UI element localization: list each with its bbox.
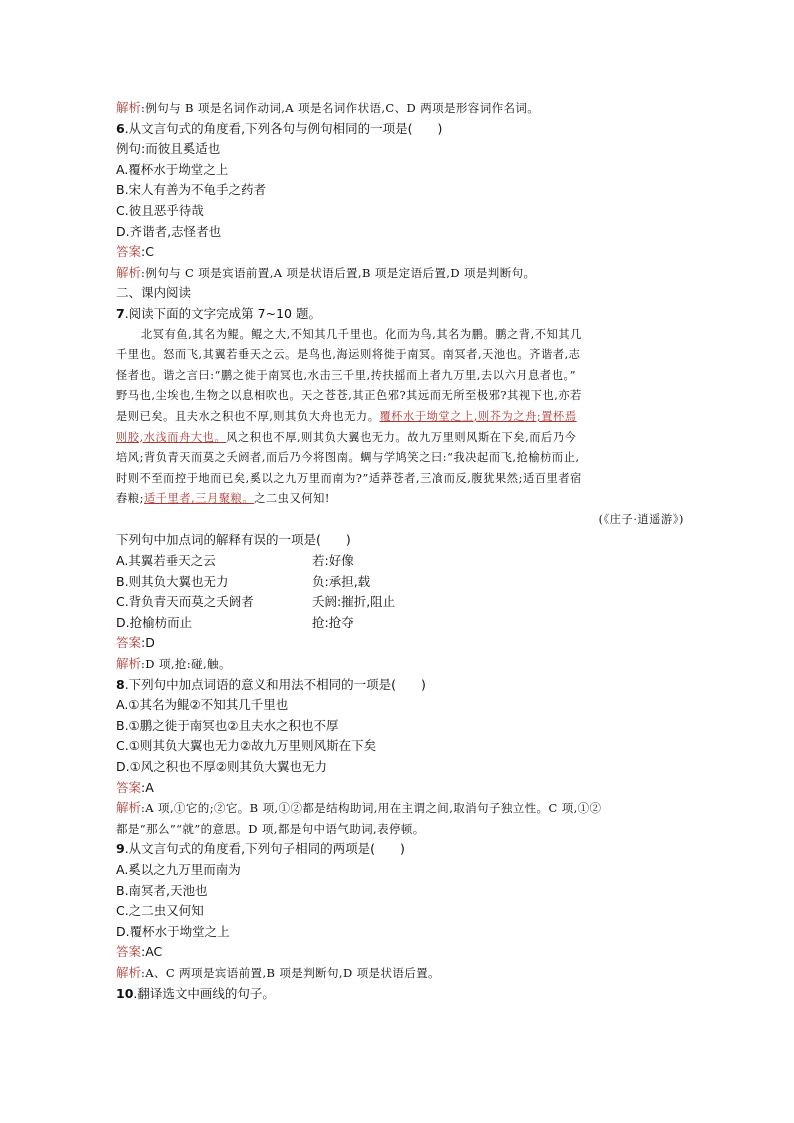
option-sentence: D.抢榆枋而止	[116, 614, 193, 630]
passage-text: 是则已矣。且夫水之积也不厚,则其负大舟也无力。	[116, 409, 380, 423]
question-number: 7	[116, 305, 125, 321]
answer-text: :A	[141, 779, 154, 795]
option-sentence: A.其翼若垂天之云	[116, 553, 216, 569]
q6-option-d: D.齐谐者,志怪者也	[116, 223, 222, 239]
q8-option-b: B.①鹏之徙于南冥也②且夫水之积也不厚	[116, 717, 339, 733]
question-stem: .翻译选文中画线的句子。	[133, 985, 275, 1001]
answer-label: 答案	[116, 635, 142, 651]
q9-stem	[116, 839, 686, 860]
question-number: 9	[116, 841, 125, 857]
answer-text: :C	[141, 244, 154, 260]
passage-line	[116, 407, 686, 428]
question-number: 10	[116, 985, 134, 1001]
q8-option-c: C.①则其负大翼也无力②故九万里则风斯在下矣	[116, 738, 377, 754]
option-meaning: 夭阏:摧折,阻止	[312, 594, 396, 610]
q6-option-a: A.覆杯水于坳堂之上	[116, 161, 229, 177]
question-stem: .阅读下面的文字完成第 7~10 题。	[124, 305, 321, 321]
question-stem: .下列句中加点词语的意义和用法不相同的一项是( )	[124, 676, 426, 692]
q6-stem	[116, 119, 686, 140]
analysis-text: :A 项,①它的;②它。B 项,①②都是结构助词,用在主谓之间,取消句子独立性。C 项,①②	[141, 801, 602, 816]
underlined-sentence: 覆杯水于坳堂之上,则芥为之舟;置杯焉	[379, 409, 577, 423]
passage-text: 风之积也不厚,则其负大翼也无力。故九万里则风斯在下矣,而后乃今	[226, 430, 577, 444]
analysis-label: 解析	[116, 964, 142, 980]
q9-option-a: A.奚以之九万里而南为	[116, 861, 241, 877]
q7-answer	[116, 633, 686, 654]
q9-analysis	[116, 963, 686, 984]
answer-text: :D	[141, 635, 155, 651]
q6-option-b: B.宋人有善为不龟手之药者	[116, 182, 267, 198]
underlined-sentence: 则胶,水浅而舟大也。	[116, 430, 227, 444]
q8-answer	[116, 778, 686, 799]
passage-line: 北冥有鱼,其名为鲲。鲲之大,不知其几千里也。化而为鸟,其名为鹏。鹏之背,不知其几	[141, 327, 582, 341]
option-meaning: 抢:抢夺	[312, 614, 354, 630]
analysis-text: :A、C 两项是宾语前置,B 项是判断句,D 项是状语后置。	[141, 965, 440, 980]
passage-line: 时则不至而控于地而已矣,奚以之九万里而南为?”适莽苍者,三飡而反,腹犹果然;适百里者宿	[116, 471, 582, 485]
q10-stem	[116, 984, 686, 1005]
underlined-sentence: 适千里者,三月聚粮。	[143, 492, 255, 506]
q9-option-b: B.南冥者,天池也	[116, 882, 208, 898]
passage-line: 怪者也。谐之言曰:“鹏之徙于南冥也,水击三千里,抟扶摇而上者九万里,去以六月息者也。”	[116, 368, 577, 382]
question-stem: .从文言句式的角度看,下列句子相同的两项是( )	[124, 841, 405, 857]
option-meaning: 负:承担,载	[312, 573, 371, 589]
q7-option-a	[116, 551, 686, 572]
q9-option-c: C.之二虫又何知	[116, 903, 204, 919]
passage-line	[116, 428, 686, 449]
answer-label: 答案	[116, 944, 142, 960]
analysis-label: 解析	[116, 656, 142, 672]
reading-passage	[116, 325, 686, 531]
q7-option-d	[116, 613, 686, 634]
question-number: 8	[116, 676, 125, 692]
passage-line: 培风;背负青天而莫之夭阏者,而后乃今将图南。蜩与学鸠笑之曰:“我决起而飞,抢榆枋而止,	[116, 451, 580, 465]
analysis-text: :D 项,抢:碰,触。	[141, 657, 231, 672]
passage-text: 舂粮;	[116, 492, 144, 506]
q8-analysis	[116, 798, 686, 819]
option-meaning: 若:好像	[312, 553, 354, 569]
q6-analysis	[116, 263, 686, 284]
question-number: 6	[116, 120, 125, 136]
q8-option-a: A.①其名为鲲②不知其几千里也	[116, 697, 289, 713]
passage-source: (《庄子·逍遥游》)	[598, 512, 684, 526]
q9-option-d: D.覆杯水于坳堂之上	[116, 923, 230, 939]
passage-text: 之二虫又何知!	[254, 492, 331, 506]
q6-example: 例句:而彼且奚适也	[116, 141, 221, 157]
analysis-text: :例句与 C 项是宾语前置,A 项是状语后置,B 项是定语后置,D 项是判断句。	[141, 265, 536, 280]
q8-stem	[116, 675, 686, 696]
passage-line: 野马也,尘埃也,生物之以息相吹也。天之苍苍,其正色邪?其远而无所至极邪?其视下也,亦若	[116, 389, 582, 403]
passage-line: 千里也。怒而飞,其翼若垂天之云。是鸟也,海运则将徙于南冥。南冥者,天池也。齐谐者,志	[116, 348, 581, 362]
q5-analysis	[116, 98, 686, 119]
analysis-label: 解析	[116, 100, 142, 115]
question-stem: .从文言句式的角度看,下列各句与例句相同的一项是( )	[124, 120, 443, 136]
q6-option-c: C.彼且恶乎待哉	[116, 202, 204, 218]
option-sentence: B.则其负大翼也无力	[116, 573, 229, 589]
q7-analysis	[116, 654, 686, 675]
q7-option-b	[116, 572, 686, 593]
section-title: 二、课内阅读	[116, 285, 192, 301]
analysis-label: 解析	[116, 264, 142, 280]
q6-answer	[116, 242, 686, 263]
q9-answer	[116, 942, 686, 963]
analysis-label: 解析	[116, 800, 142, 816]
content-column	[116, 98, 686, 1004]
passage-line	[116, 489, 686, 510]
q7-stem	[116, 304, 686, 325]
answer-label: 答案	[116, 779, 142, 795]
q7-sub-stem: 下列句中加点词的解释有误的一项是( )	[116, 532, 351, 548]
q7-option-c	[116, 592, 686, 613]
analysis-text: :例句与 B 项是名词作动词,A 项是名词作状语,C、D 两项是形容词作名词。	[141, 101, 540, 115]
answer-text: :AC	[141, 944, 163, 960]
answer-label: 答案	[116, 244, 142, 260]
q8-option-d: D.①风之积也不厚②则其负大翼也无力	[116, 759, 328, 774]
option-sentence: C.背负青天而莫之夭阏者	[116, 594, 254, 610]
q8-analysis-cont: 都是“那么”“就”的意思。D 项,都是句中语气助词,表停顿。	[116, 821, 425, 836]
